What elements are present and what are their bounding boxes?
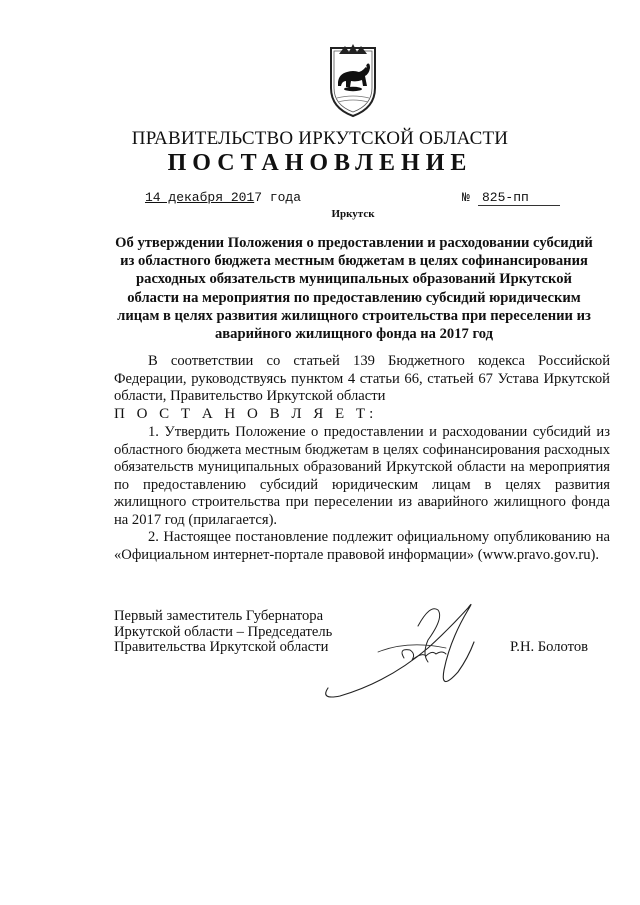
heading-line: области на мероприятия по предоставлению субсидий юридическим [127, 289, 581, 306]
item-1-paragraph: 1. Утвердить Положение о предоставлении и расходовании субсидий из областного бюджета местным бюджетам в целях софинансирования расходных обязательств муниципальных образований Иркутской области на мероприятия по предоставлению субсидий юридическим лицам в целях развития жилищного строительства при переселении из аварийного жилищного фонда на 2017 год (прилагается). [114, 424, 610, 528]
preamble-paragraph: В соответствии со статьей 139 Бюджетного кодекса Российской Федерации, руководствуясь пунктом 4 статьи 66, статьей 67 Устава Иркутской области, Правительство Иркутской области [114, 353, 610, 405]
heading-line: из областного бюджета местным бюджетам в целях софинансирования [120, 253, 588, 270]
signer-position-line: Правительства Иркутской области [114, 639, 329, 656]
signer-position-line: Первый заместитель Губернатора [114, 608, 324, 624]
government-name: ПРАВИТЕЛЬСТВО ИРКУТСКОЙ ОБЛАСТИ [131, 128, 509, 149]
signer-position [114, 609, 346, 656]
heading-line: аварийного жилищного фонда на 2017 год [215, 326, 493, 343]
document-type-title: ПОСТАНОВЛЕНИЕ [167, 150, 473, 176]
document-date [145, 190, 301, 205]
document-number: 825-пп [482, 190, 529, 205]
signer-position-line: Иркутской области – Председатель [114, 623, 333, 640]
date-rest: 7 года [254, 190, 302, 205]
irkutsk-coat-of-arms-icon [323, 40, 383, 120]
number-label: № [462, 190, 470, 205]
item-2-paragraph: 2. Настоящее постановление подлежит официальному опубликованию на «Официальном интернет-портале правовой информации» (www.pravo.gov.ru). [114, 529, 610, 563]
heading-line: расходных обязательств муниципальных образований Иркутской [136, 271, 572, 288]
heading-line: Об утверждении Положения о предоставлении и расходовании субсидий [115, 235, 593, 251]
signer-name: Р.Н. Болотов [510, 639, 589, 655]
heading-line: лицам в целях развития жилищного строительства при переселении из [117, 307, 591, 324]
date-underlined: 14 декабря 201 [145, 190, 255, 205]
city: Иркутск [331, 208, 375, 220]
handwritten-signature-icon [318, 596, 508, 708]
decree-word: П О С Т А Н О В Л Я Е Т: [114, 406, 378, 422]
number-underline [478, 205, 560, 206]
document-heading [98, 234, 610, 343]
